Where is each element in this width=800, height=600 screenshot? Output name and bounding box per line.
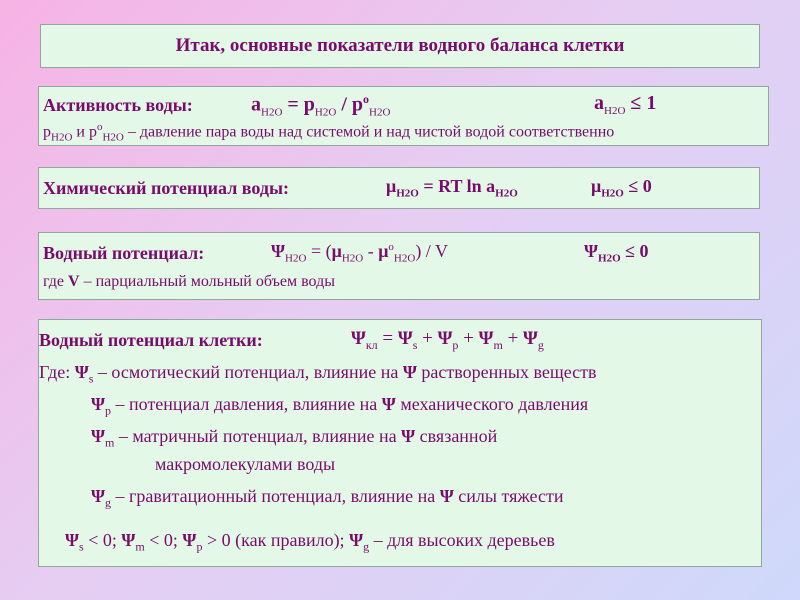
chem-formula: $\mu_{H2O}$ = RT $\ln a_{H2O}$ bbox=[386, 176, 518, 200]
water-note: где V – парциальный мольный объем воды bbox=[43, 273, 335, 290]
psi-m-line: $\Psi_m$ – матричный потенциал, влияние на Ψ связанной bbox=[91, 426, 498, 450]
title-box bbox=[40, 24, 760, 68]
water-label: Водный потенциал: bbox=[43, 243, 205, 263]
water-potential-box bbox=[38, 232, 760, 300]
water-formula: $\Psi_{H2O} = (\mu_{H2O} - \mu^o_{H2O}) / V$ bbox=[271, 241, 448, 265]
chemical-potential-box bbox=[38, 167, 760, 209]
page-title: Итак, основные показатели водного баланса клетки bbox=[175, 35, 625, 56]
summary-line: $\Psi_s < 0$; $\Psi_m < 0$; $\Psi_p > 0$ (как правило); $\Psi_g$ – для высоких деревьев bbox=[65, 530, 555, 554]
activity-constraint: $a_{H2O} \le 1$ bbox=[594, 92, 657, 117]
activity-formula: $a_{H2O} = p_{H2O} / p^o_{H2O}$ bbox=[251, 92, 391, 119]
chem-constraint: $\mu_{H2O} \le 0$ bbox=[591, 176, 652, 200]
cell-formula: $\Psi_{кл} = \Psi_s + \Psi_p + \Psi_m + \Psi_g$ bbox=[351, 328, 544, 352]
psi-m-line-2: макромолекулами воды bbox=[155, 454, 336, 474]
activity-box bbox=[38, 86, 769, 146]
chem-label: Химический потенциал воды: bbox=[43, 178, 290, 198]
cell-label: Водный потенциал клетки: bbox=[39, 330, 263, 350]
cell-potential-box bbox=[38, 319, 762, 567]
water-constraint: $\Psi_{H2O} \le 0$ bbox=[584, 241, 649, 265]
activity-note: $p_{H2O}$ и $p^o_{H2O}$ – давление пара воды над системой и над чистой водой соответственно bbox=[43, 121, 615, 144]
psi-g-line: $\Psi_g$ – гравитационный потенциал, влияние на Ψ силы тяжести bbox=[91, 486, 564, 510]
psi-p-line: $\Psi_p$ – потенциал давления, влияние на Ψ механического давления bbox=[91, 394, 589, 418]
psi-s-line: Где: $\Psi_s$ – осмотический потенциал, влияние на Ψ растворенных веществ bbox=[39, 362, 597, 386]
activity-label: Активность воды: bbox=[43, 95, 193, 115]
